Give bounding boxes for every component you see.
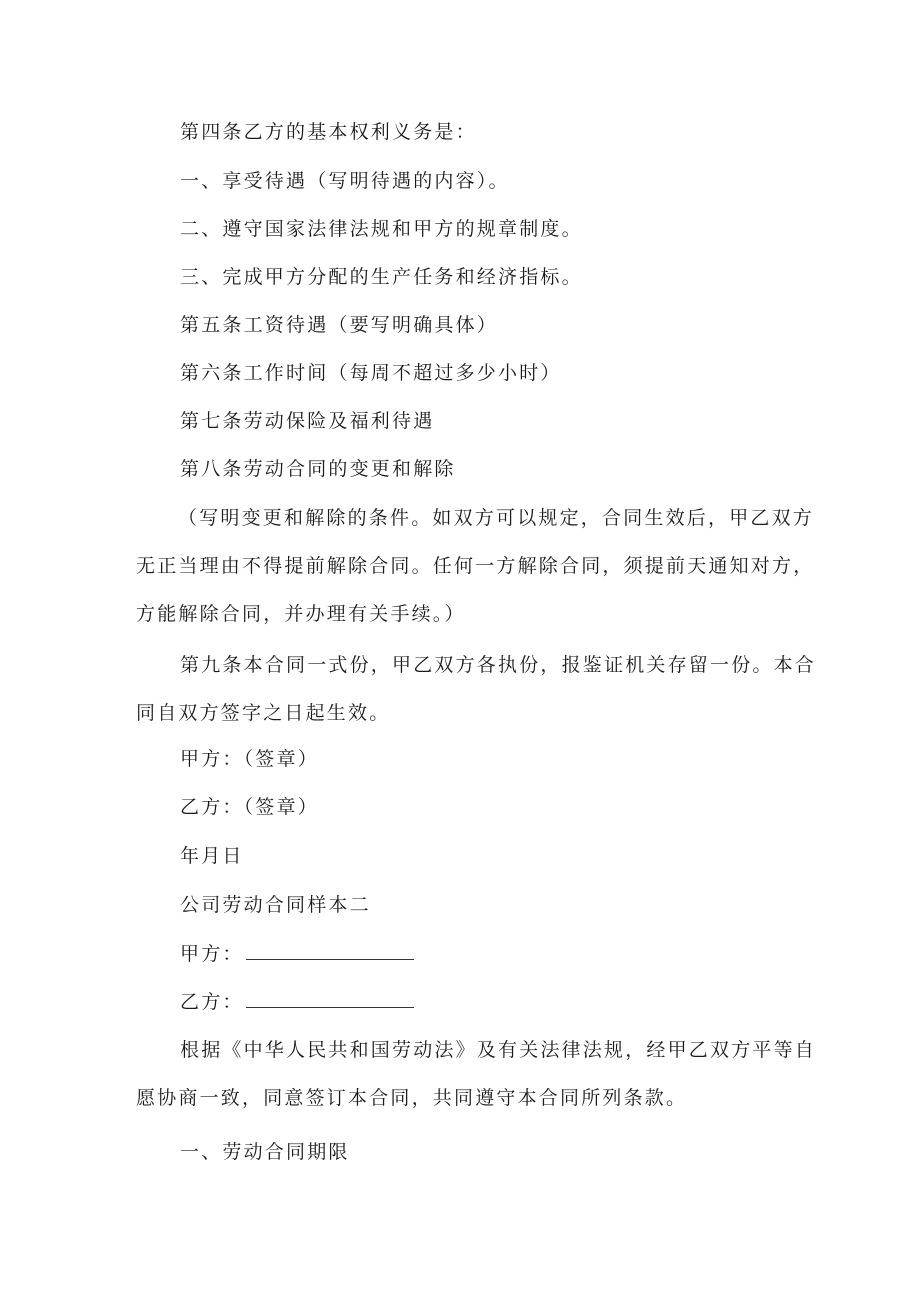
party-a-blank-line [246,941,414,960]
article-4-item-1: 一、享受待遇（写明待遇的内容）。 [180,170,510,192]
article-4-heading: 第四条乙方的基本权利义务是： [180,121,477,143]
article-6-heading: 第六条工作时间（每周不超过多少小时） [180,362,562,384]
article-8-text-line-2: 无正当理由不得提前解除合同。任何一方解除合同，须提前天通知对方， [136,555,815,577]
article-9-text-line-1: 第九条本合同一式份，甲乙双方各执份，报鉴证机关存留一份。本合 [180,654,817,676]
article-7-heading: 第七条劳动保险及福利待遇 [180,410,435,432]
party-b-blank-line [246,989,414,1008]
sample-title: 公司劳动合同样本二 [180,894,371,916]
party-b-label: 乙方： [180,991,244,1013]
article-4-item-3: 三、完成甲方分配的生产任务和经济指标。 [180,266,583,288]
section-1-heading: 一、劳动合同期限 [180,1141,350,1163]
article-4-item-2: 二、遵守国家法律法规和甲方的规章制度。 [180,218,583,240]
article-8-text-line-3: 方能解除合同，并办理有关手续。） [136,603,466,625]
basis-text-line-2: 愿协商一致，同意签订本合同，共同遵守本合同所列条款。 [136,1087,688,1109]
party-b-signature: 乙方：（签章） [180,796,319,818]
party-a-label: 甲方： [180,943,244,965]
date-line: 年月日 [180,845,244,867]
party-a-signature: 甲方：（签章） [180,748,319,770]
article-5-heading: 第五条工资待遇（要写明确具体） [180,314,499,336]
party-b-field [180,989,414,1014]
party-a-field [180,941,414,966]
basis-text-line-1: 根据《中华人民共和国劳动法》及有关法律法规，经甲乙双方平等自 [180,1039,817,1061]
article-8-text-line-1: （写明变更和解除的条件。如双方可以规定，合同生效后，甲乙双方 [178,507,815,529]
article-9-text-line-2: 同自双方签字之日起生效。 [136,702,391,724]
article-8-heading: 第八条劳动合同的变更和解除 [180,458,456,480]
